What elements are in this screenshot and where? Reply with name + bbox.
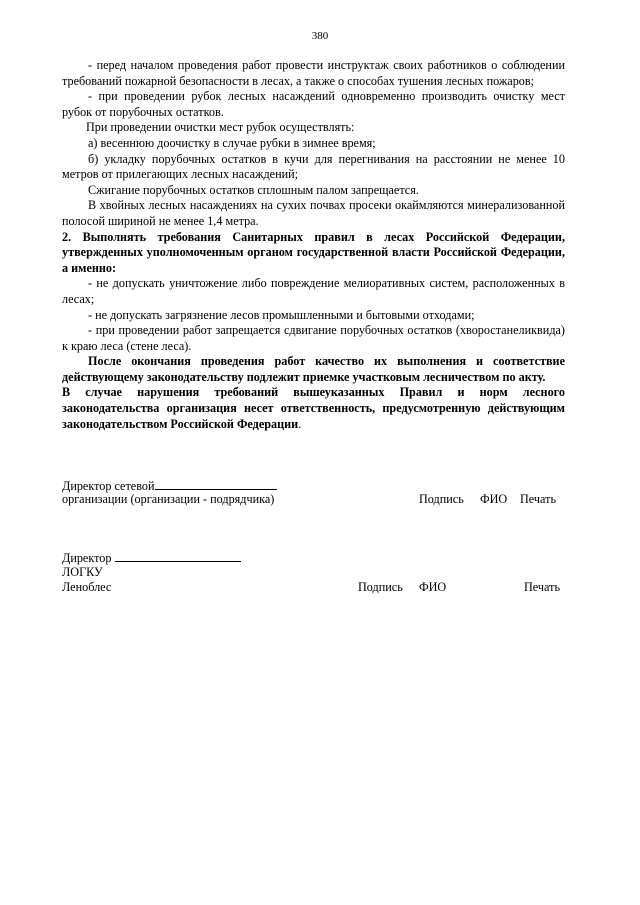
signature-block-2-sign: Подпись <box>358 580 403 594</box>
signature-block-1-org: организации (организации - подрядчика) <box>62 492 275 506</box>
liability-period: . <box>298 416 302 431</box>
paragraph-cleaning-cutting: - при проведении рубок лесных насаждений одновременно производить очистку мест рубок от порубочных остатков. <box>62 89 565 119</box>
paragraph-item-b: б) укладку порубочных остатков в кучи для перегнивания на расстоянии не менее 10 метров от прилегающих лесных насаждений; <box>62 151 565 182</box>
signature-block-2-stamp: Печать <box>524 580 561 594</box>
paragraph-pollution: - не допускать загрязнение лесов промышленными и бытовыми отходами; <box>88 307 475 322</box>
signature-block-1-fio: ФИО <box>480 492 508 506</box>
signature-block-2-title: Директор <box>62 550 241 567</box>
paragraph-burning-ban: Сжигание порубочных остатков сплошным палом запрещается. <box>88 182 419 197</box>
section-2-heading: 2. Выполнять требования Санитарных правил в лесах Российской Федерации, утвержденных уполномоченным органом государственной власти Российской Федерации, а именно: <box>62 229 565 275</box>
paragraph-fire-instruction: - перед началом проведения работ провести инструктаж своих работников о соблюдении требований пожарной безопасности в лесах, а также о способах тушения лесных пожаров; <box>62 58 565 88</box>
paragraph-acceptance: После окончания проведения работ качество их выполнения и соответствие действующему законодательству подлежит приемке участковым лесничеством по акту. <box>62 354 565 384</box>
signature-block-1-title: Директор сетевой <box>62 478 277 495</box>
paragraph-melioration: - не допускать уничтожение либо повреждение мелиоративных систем, расположенных в лесах; <box>62 276 565 306</box>
liability-text: В случае нарушения требований вышеуказанных Правил и норм лесного законодательства организация несет ответственность, предусмотренную действующим законодательством Российской Федерации <box>62 385 565 431</box>
signature-block-1-stamp: Печать <box>520 492 557 506</box>
signature-block-2-region: Леноблес <box>62 580 112 594</box>
signature-block-1-sign: Подпись <box>419 492 464 506</box>
signature-line <box>155 478 277 490</box>
page-number: 380 <box>311 30 329 42</box>
signature-line <box>115 550 241 562</box>
paragraph-cleaning-intro: При проведении очистки мест рубок осуществлять: <box>86 120 355 135</box>
paragraph-debris-shift: - при проведении работ запрещается сдвигание порубочных остатков (хворостанеликвида) к краю леса (стене леса). <box>62 323 565 353</box>
signature-block-2-org: ЛОГКУ <box>62 565 103 579</box>
paragraph-item-a: а) весеннюю доочистку в случае рубки в зимнее время; <box>88 135 376 150</box>
document-body <box>62 58 565 432</box>
signature-block-2-fio: ФИО <box>419 580 447 594</box>
paragraph-mineral-strip: В хвойных лесных насаждениях на сухих почвах просеки окаймляются минерализованной полосой шириной не менее 1,4 метра. <box>62 198 565 228</box>
paragraph-liability <box>62 385 565 432</box>
